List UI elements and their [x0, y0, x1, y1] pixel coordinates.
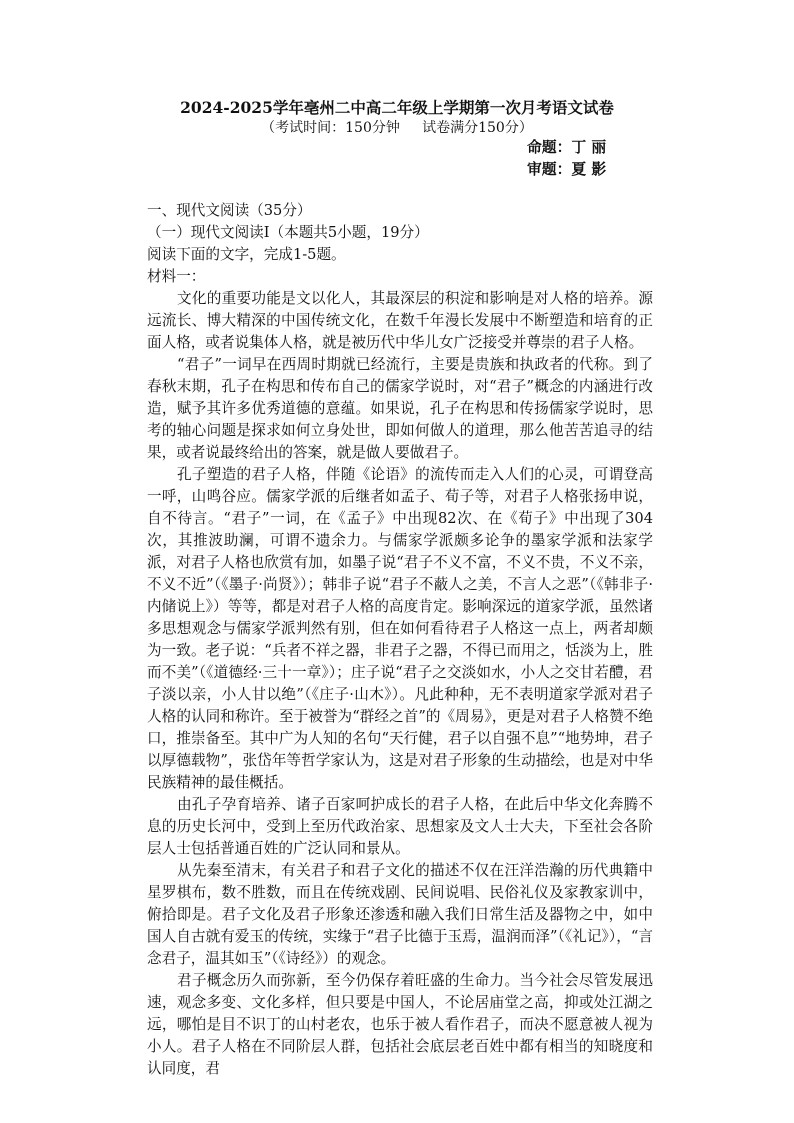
setter-line: 命题：丁 丽 [527, 139, 607, 156]
paragraph: 由孔子孕育培养、诸子百家呵护成长的君子人格，在此后中华文化奔腾不息的历史长河中，受到上至历代政治家、思想家及文人士大夫，下至社会各阶层人士包括普通百姓的广泛认同和景从。 [147, 796, 653, 857]
material-label: 材料一： [147, 268, 206, 285]
section-heading: 一、现代文阅读（35分） [147, 202, 312, 219]
exam-body [147, 200, 653, 1080]
subsection-heading: （一）现代文阅读Ⅰ（本题共5小题，19分） [147, 224, 429, 241]
exam-title: 2024-2025学年亳州二中高二年级上学期第一次月考语文试卷 [180, 98, 614, 117]
reading-instruction: 阅读下面的文字，完成1-5题。 [147, 246, 346, 263]
reviewer-line: 审题：夏 影 [527, 161, 607, 178]
paragraph: 孔子塑造的君子人格，伴随《论语》的流传而走入人们的心灵，可谓登高一呼，山鸣谷应。儒家学派的后继者如孟子、荀子等，对君子人格张扬申说，自不待言。“君子”一词，在《孟子》中出现82次、在《荀子》中出现了304次，其推波助澜，可谓不遗余力。与儒家学派颇多论争的墨家学派和法家学派，对君子人格也欣赏有加，如墨子说“君子不义不富，不义不贵，不义不亲，不义不近”（《墨子·尚贤》）；韩非子说“君子不蔽人之美，不言人之恶”（《韩非子·内储说上》）等等，都是对君子人格的高度肯定。影响深远的道家学派，虽然诸多思想观念与儒家学派判然有别，但在如何看待君子人格这一点上，两者却颇为一致。老子说：“兵者不祥之器，非君子之器，不得已而用之，恬淡为上，胜而不美”（《道德经·三十一章》）；庄子说“君子之交淡如水，小人之交甘若醴，君子淡以亲，小人甘以绝”（《庄子·山木》）。凡此种种，无不表明道家学派对君子人格的认同和称许。至于被誉为“群经之首”的《周易》，更是对君子人格赞不绝口，推崇备至。其中广为人知的名句“天行健，君子以自强不息”“地势坤，君子以厚德载物”，张岱年等哲学家认为，这是对君子形象的生动描绘，也是对中华民族精神的最佳概括。 [147, 466, 653, 791]
paragraph: 文化的重要功能是文以化人，其最深层的积淀和影响是对人格的培养。源远流长、博大精深的中国传统文化，在数千年漫长发展中不断塑造和培育的正面人格，或者说集体人格，就是被历代中华儿女广泛接受并尊崇的君子人格。 [147, 290, 653, 351]
paragraph: 从先秦至清末，有关君子和君子文化的描述不仅在汪洋浩瀚的历代典籍中星罗棋布，数不胜数，而且在传统戏剧、民间说唱、民俗礼仪及家教家训中，俯拾即是。君子文化及君子形象还渗透和融入我们日常生活及器物之中，如中国人自古就有爱玉的传统，实缘于“君子比德于玉焉，温润而泽”（《礼记》），“言念君子，温其如玉”（《诗经》）的观念。 [147, 862, 653, 967]
paragraph: “君子”一词早在西周时期就已经流行，主要是贵族和执政者的代称。到了春秋末期，孔子在构思和传布自己的儒家学说时，对“君子”概念的内涵进行改造，赋予其许多优秀道德的意蕴。如果说，孔子在构思和传扬儒家学说时，思考的轴心问题是探求如何立身处世，即如何做人的道理，那么他苦苦追寻的结果，或者说最终给出的答案，就是做人要做君子。 [147, 356, 653, 461]
exam-subtitle: （考试时间：150分钟 试卷满分150分） [261, 120, 533, 136]
paragraph: 君子概念历久而弥新，至今仍保存着旺盛的生命力。当今社会尽管发展迅速，观念多变、文化多样，但只要是中国人，不论居庙堂之高，抑或处江湖之远，哪怕是目不识丁的山村老农，也乐于被人看作君子，而决不愿意被人视为小人。君子人格在不同阶层人群，包括社会底层老百姓中都有相当的知晓度和认同度，君 [147, 972, 653, 1077]
